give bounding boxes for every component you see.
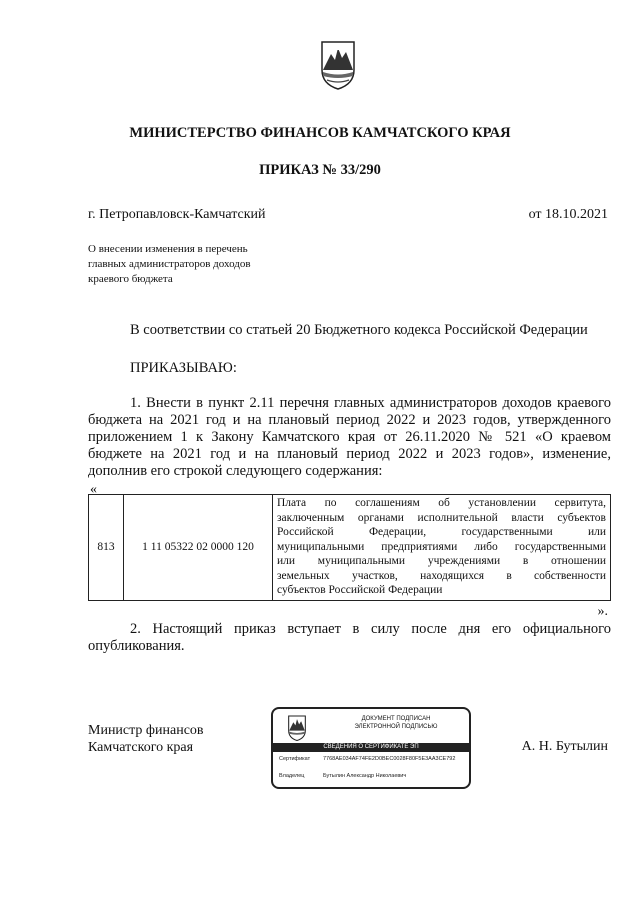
point-1 (88, 395, 611, 480)
subject-line: главных администраторов доходов (88, 258, 251, 270)
point-2-line: 2. Настоящий приказ вступает в силу после дня его официального (130, 621, 611, 637)
stamp-title-line: ДОКУМЕНТ ПОДПИСАН (361, 716, 431, 722)
quote-close: ». (597, 604, 608, 619)
e-signature-stamp (271, 707, 471, 789)
coat-of-arms-icon (319, 40, 357, 90)
cert-label: Сертификат (279, 756, 311, 762)
owner-label: Владелец (279, 773, 305, 779)
point-1-line: 1. Внести в пункт 2.11 перечня главных администраторов доходов краевого (130, 395, 611, 411)
signer-name: А. Н. Бутылин (521, 739, 608, 754)
kbk-code-cell: 1 11 05322 02 0000 120 (124, 495, 273, 601)
signer-position (88, 722, 204, 756)
stamp-owner-row (279, 773, 406, 779)
position-line: Камчатского края (88, 740, 194, 755)
cert-value: 7768AE034AF74FE2D0BEC0028F80F5E3AA3CE792 (323, 756, 456, 762)
city: г. Петропавловск-Камчатский (88, 207, 266, 222)
coat-of-arms-icon (287, 715, 307, 741)
point-2 (88, 621, 611, 655)
description-line: муниципальными предприятиями либо государственными (277, 540, 606, 553)
order-title: ПРИКАЗ № 33/290 (259, 162, 381, 178)
position-line: Министр финансов (88, 723, 204, 738)
description-line: заключенным органами исполнительной власти субъектов (277, 511, 606, 524)
point-1-line: бюджете на 2021 год и на плановый период 2022 и 2023 годов», изменение, (88, 446, 611, 462)
stamp-cert-heading: СВЕДЕНИЯ О СЕРТИФИКАТЕ ЭП (273, 743, 469, 752)
description-line: земельных участков, находящихся в собственности (277, 569, 606, 582)
point-2-line: опубликования. (88, 638, 185, 654)
subject-line: краевого бюджета (88, 273, 173, 285)
description-line: или муниципальными учреждениями в отношении (277, 555, 606, 567)
description-line: Плата по соглашениям об установлении сервитута, (277, 497, 606, 509)
description-line: Российской Федерации, государственными или (277, 526, 606, 538)
order-subject (88, 242, 251, 287)
preamble: В соответствии со статьей 20 Бюджетного кодекса Российской Федерации (130, 322, 588, 338)
description-line: субъектов Российской Федерации (277, 584, 443, 596)
quote-open: « (90, 482, 97, 497)
point-1-line: дополнив его строкой следующего содержания: (88, 463, 383, 479)
order-word: ПРИКАЗЫВАЮ: (130, 360, 237, 376)
point-1-line: бюджета на 2021 год и на плановый период 2022 и 2023 годов, утвержденного (88, 412, 611, 428)
owner-value: Бутылин Александр Николаевич (323, 773, 407, 779)
description-cell (273, 495, 611, 601)
stamp-title-line: ЭЛЕКТРОННОЙ ПОДПИСЬЮ (354, 724, 438, 730)
stamp-title (323, 715, 469, 731)
admin-code-cell: 813 (89, 495, 124, 601)
table-row (89, 495, 611, 601)
ministry-heading: МИНИСТЕРСТВО ФИНАНСОВ КАМЧАТСКОГО КРАЯ (129, 125, 511, 141)
order-date: от 18.10.2021 (528, 207, 608, 222)
revenue-table (88, 494, 611, 601)
point-1-line: приложением 1 к Закону Камчатского края от 26.11.2020 № 521 «О краевом (88, 429, 611, 445)
subject-line: О внесении изменения в перечень (88, 243, 248, 255)
stamp-cert-row (279, 756, 455, 762)
